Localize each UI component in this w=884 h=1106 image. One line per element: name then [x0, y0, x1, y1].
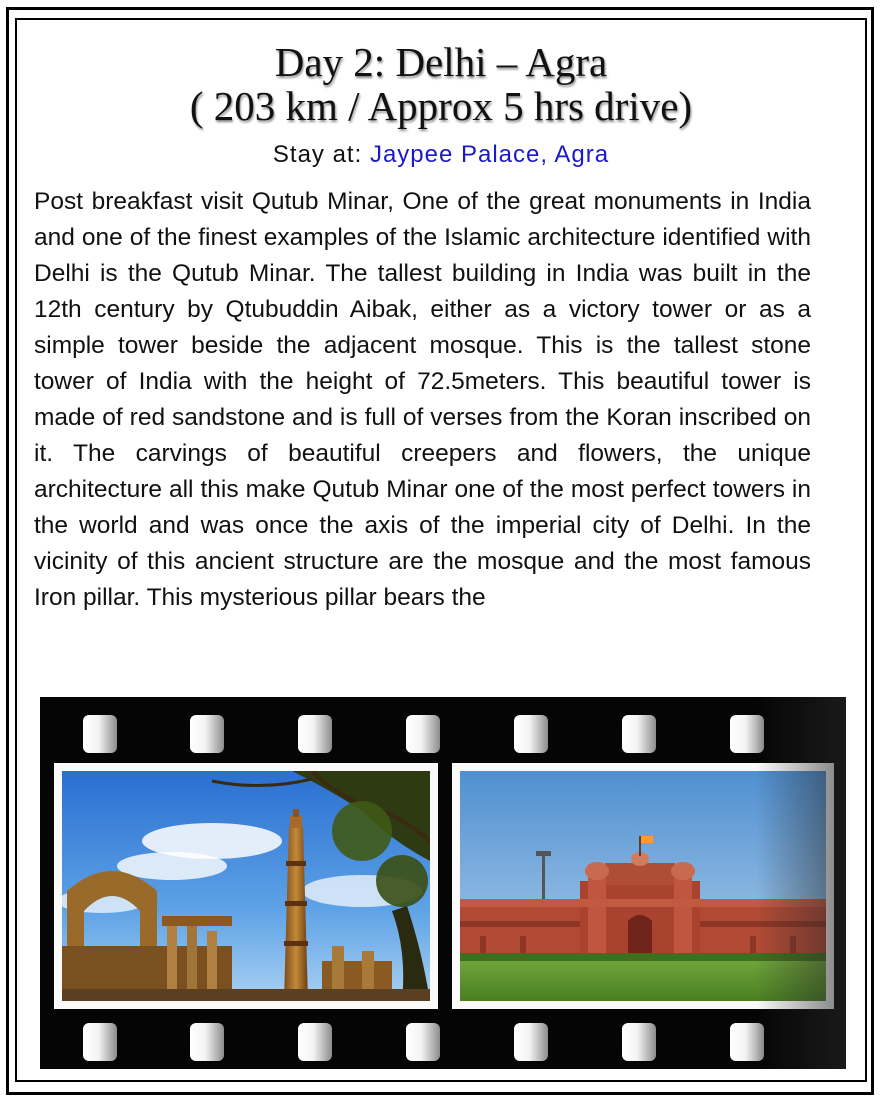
stay-line [15, 141, 867, 169]
sprocket-hole [298, 1023, 332, 1061]
sprocket-hole [514, 715, 548, 753]
sprocket-hole [83, 1023, 117, 1061]
title-line-2: ( 203 km / Approx 5 hrs drive) [189, 83, 693, 129]
sprocket-hole [190, 715, 224, 753]
qutub-minar-photo [54, 763, 438, 1009]
qutub-minar-image [62, 771, 430, 1001]
itinerary-paragraph: Post breakfast visit Qutub Minar, One of the great monuments in India and one of the finest examples of the Islamic architecture identified with Delhi is the Qutub Minar. The tallest building in India was built in the 12th century by Qtubuddin Aibak, either as a victory tower or as a simple tower beside the adjacent mosque. This is the tallest stone tower of India with the height of 72.5meters. This beautiful tower is made of red sandstone and is full of verses from the Koran inscribed on it. The carvings of beautiful creepers and flowers, the unique architecture all this make Qutub Minar one of the most perfect towers in the world and was once the axis of the imperial city of Delhi. In the vicinity of this ancient structure are the mosque and the most famous Iron pillar. This mysterious pillar bears the [34, 188, 811, 611]
hotel-name: Jaypee Palace, Agra [369, 141, 610, 168]
sprocket-hole [622, 1023, 656, 1061]
filmstrip-fade [756, 697, 846, 1069]
sprocket-hole [83, 715, 117, 753]
title-line-1: Day 2: Delhi – Agra [274, 39, 608, 85]
sprocket-hole [622, 715, 656, 753]
sprocket-hole [298, 715, 332, 753]
sprocket-hole [406, 715, 440, 753]
sprocket-hole [514, 1023, 548, 1061]
sprocket-hole [406, 1023, 440, 1061]
filmstrip-gallery [40, 697, 846, 1069]
page-title [15, 40, 867, 128]
stay-label: Stay at: [272, 141, 363, 168]
sprocket-hole [190, 1023, 224, 1061]
